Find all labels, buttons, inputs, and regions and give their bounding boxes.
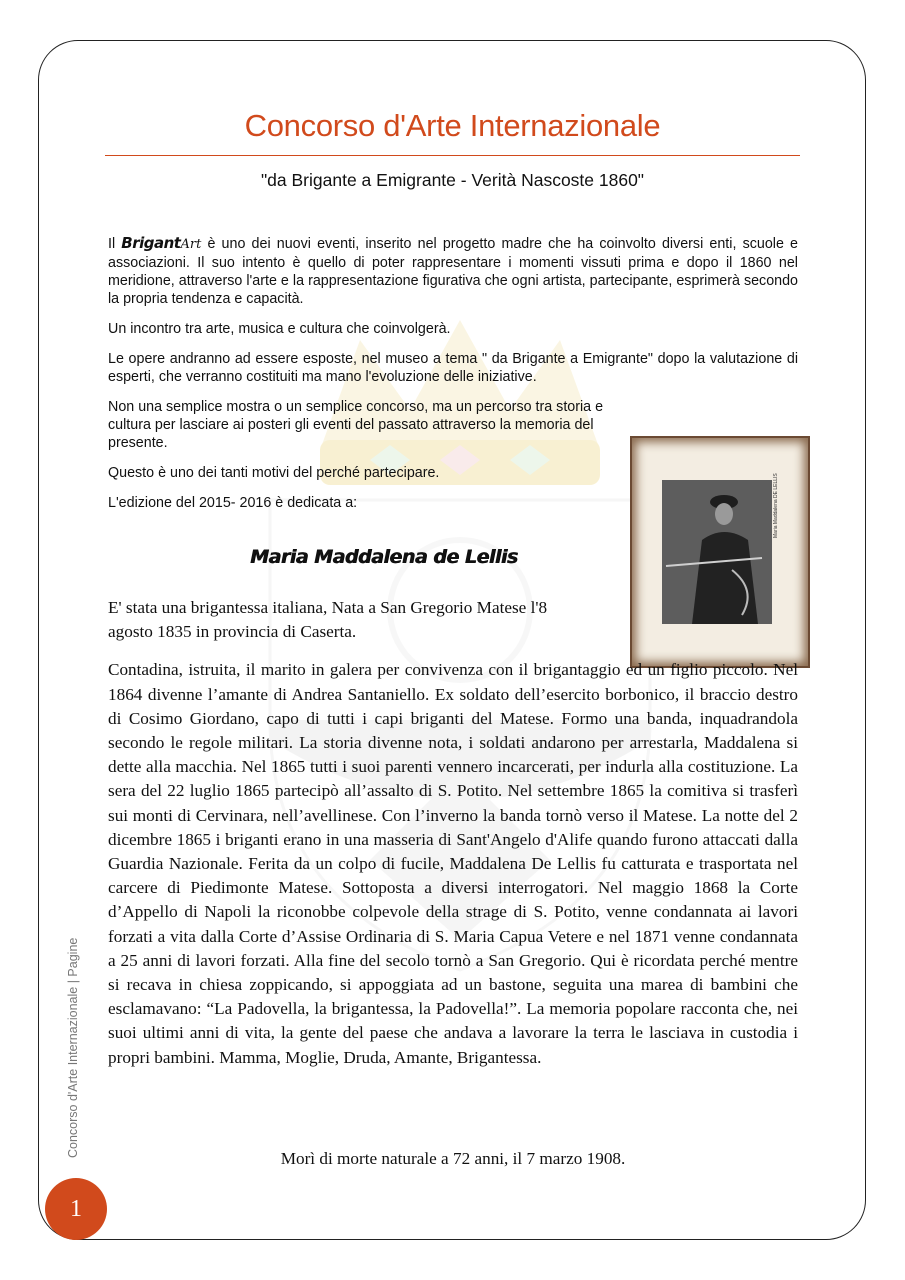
dedication-name: Maria Maddalena de Lellis (250, 546, 518, 568)
page-subtitle: "da Brigante a Emigrante - Verità Nascoste 1860" (260, 170, 645, 190)
intro-paragraph-5: Questo è uno dei tanti motivi del perché partecipare. (108, 465, 440, 481)
intro-paragraph-2: Un incontro tra arte, musica e cultura che coinvolgerà. (108, 321, 451, 337)
title-divider (105, 155, 800, 156)
page-number-badge: 1 (45, 1178, 107, 1240)
bio-paragraph-2: Contadina, istruita, il marito in galera per convivenza con il brigantaggio ed un figlio piccolo. Nel 1864 divenne l’amante di Andrea Santaniello. Ex soldato dell’esercito borbonico, il braccio destro di Cosimo Giordano, capo di tutti i capi briganti del Matese. Formo una banda, inquadrandola secondo le regole militari. La storia divenne nota, i soldati andarono per arrestarla, Maddalena si dette alla macchia. Nel 1865 tutti i suoi parenti vennero incarcerati, per indurla alla costituzione. La sera del 22 luglio 1865 partecipò all’assalto di S. Potito. Nel settembre 1865 la comitiva si trasferì sui monti di Cervinara, nell’avellinese. Con l’inverno la banda tornò verso il Matese. La notte del 2 dicembre 1865 i briganti erano in una masseria di Sant'Angelo d'Alife quando furono attaccati dalla Guardia Nazionale. Ferita da un colpo di fucile, Maddalena De Lellis fu catturata e trasportata nel carcere di Piedimonte Matese. Sottoposta a diversi interrogatori. Nel maggio 1868 la Corte d’Appello di Napoli la riconobbe colpevole della strage di S. Potito, venne condannata ai lavori forzati a vita dalla Corte d’Assise Ordinaria di S. Maria Capua Vetere e nel 1871 venne condannata a 25 anni di lavori forzati. Alla fine del secolo tornò a San Gregorio. Qui è ricordata perché mentre si recava in chiesa zoppicando, si appoggiata ad un bastone, seguita una marea di bambini che esclamavano: “La Padovella, la brigantessa, la Padovella!”. La memoria popolare racconta che, nei suoi ultimi anni di vita, la gente del paese che andava a lavorare la terra le lasciava in custodia i propri bambini. Mamma, Moglie, Druda, Amante, Brigantessa. (108, 660, 798, 1067)
side-footer-text: Concorso d'Arte Internazionale | Pagine (66, 937, 80, 1158)
brigantart-logo-art: Art (180, 237, 202, 252)
biography-section (108, 596, 798, 1070)
portrait-caption: Maria Maddalena DE LELLIS (773, 473, 779, 538)
intro-text: è uno dei nuovi eventi, inserito nel progetto madre che ha coinvolto diversi enti, scuole e associazioni. Il suo intento è quello di poter rappresentare i momenti vissuti prima e dopo il 1860 nel meridione, attraverso l'arte e la rappresentazione figurativa che ogni artista, partecipante, esprimerà secondo la propria tendenza e capacità. (108, 236, 798, 307)
bio-paragraph-1: E' stata una brigantessa italiana, Nata a San Gregorio Matese l'8 agosto 1835 in provincia di Caserta. (108, 598, 548, 642)
page-title: Concorso d'Arte Internazionale (244, 108, 661, 143)
brigantart-logo: Brigant (121, 234, 181, 252)
intro-paragraph-4: Non una semplice mostra o un semplice concorso, ma un percorso tra storia e cultura per lasciare ai posteri gli eventi del passato attraverso la memoria del presente. (108, 399, 604, 451)
intro-prefix: Il (108, 236, 122, 252)
intro-paragraph (108, 234, 798, 308)
bio-death-line: Morì di morte naturale a 72 anni, il 7 marzo 1908. (280, 1149, 626, 1168)
intro-paragraph-3: Le opere andranno ad essere esposte, nel museo a tema " da Brigante a Emigrante" dopo la valutazione di esperti, che verranno costituiti ma mano l'evoluzione delle iniziative. (108, 351, 798, 385)
intro-paragraph-6: L'edizione del 2015- 2016 è dedicata a: (108, 495, 358, 511)
